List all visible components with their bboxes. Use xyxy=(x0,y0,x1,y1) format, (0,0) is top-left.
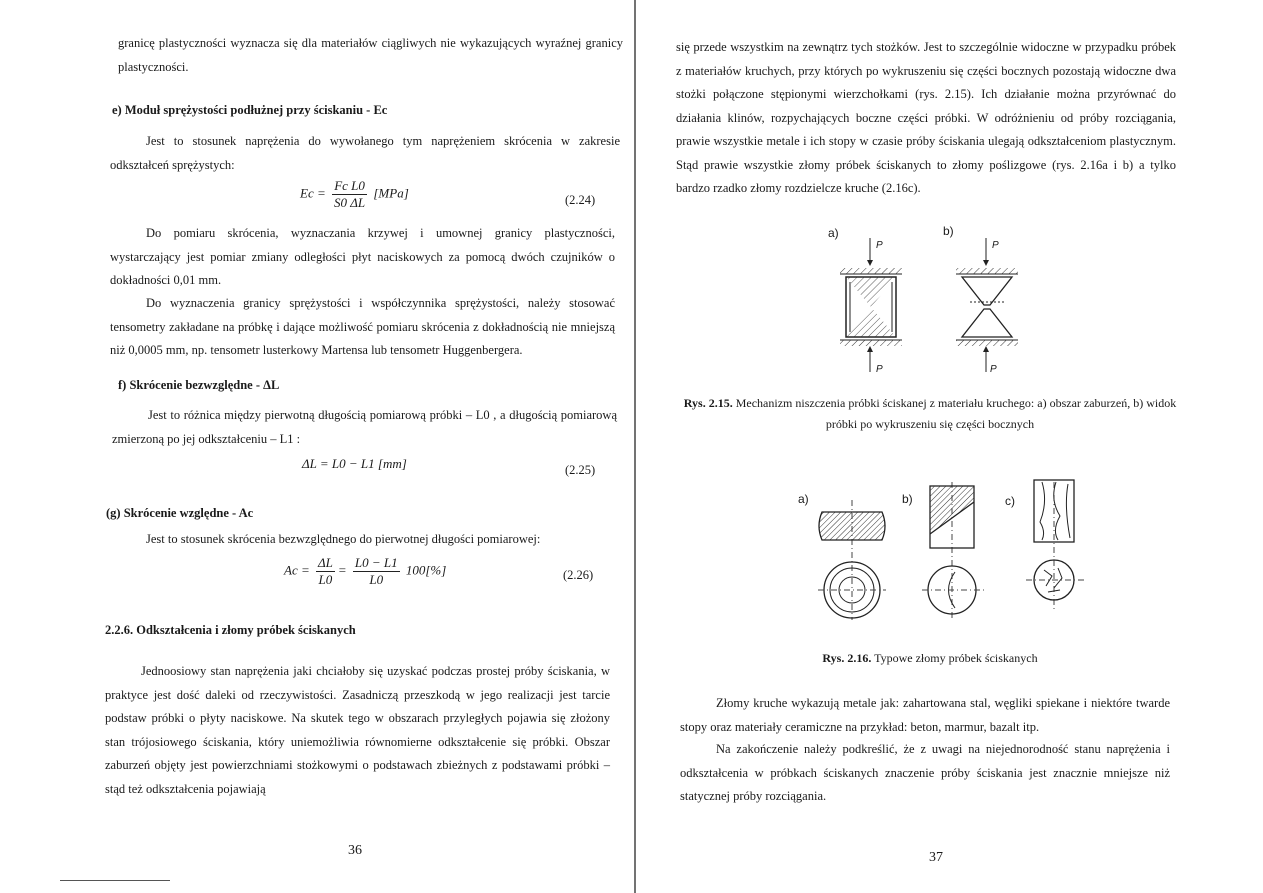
para-tensometr: Do wyznaczenia granicy sprężystości i współczynnika sprężystości, należy stosować tensometry zakładane na próbkę i dające możliwość pomiaru skrócenia z dokładnością nie mniejszą niż 0,0005 mm, np. tensometr lusterkowy Martensa lub tensometr Huggenbergera. xyxy=(110,296,615,357)
eq-226-den2: L0 xyxy=(369,572,384,587)
bottom-rule xyxy=(60,880,170,881)
eq-224-fraction xyxy=(332,178,367,211)
fig215-force-a-top: P xyxy=(876,240,883,251)
para-end: Na zakończenie należy podkreślić, że z uwagi na niejednorodność stanu naprężenia i odkształcenia w próbkach ściskanych znaczenie próby ściskania jest znacznie mniejsze niż statycznej próby rozciągania. xyxy=(680,742,1170,803)
fig215-force-b-bottom: P xyxy=(990,364,997,375)
fig216-label-c: c) xyxy=(1005,494,1015,508)
eq-226-den1: L0 xyxy=(318,572,333,587)
eq-226-num1: ΔL xyxy=(317,555,333,570)
equation-2-24 xyxy=(300,178,409,211)
eq-226-number: (2.26) xyxy=(563,568,594,582)
para-e: Jest to stosunek naprężenia do wywołanego tym naprężeniem skrócenia w zakresie odkształceń sprężystych: xyxy=(110,134,620,172)
caption-2-15 xyxy=(680,393,1180,435)
figure-2-15 xyxy=(820,222,1050,382)
eq-224-den: S0 ΔL xyxy=(333,195,366,210)
fig216-label-a: a) xyxy=(798,492,809,506)
fig216-label-b: b) xyxy=(902,492,913,506)
heading-g: (g) Skrócenie względne - Ac xyxy=(106,506,254,520)
fig215-force-b-top: P xyxy=(992,240,999,251)
eq-226-num2: L0 − L1 xyxy=(354,555,398,570)
para-g: Jest to stosunek skrócenia bezwzględnego do pierwotnej długości pomiarowej: xyxy=(146,532,541,546)
para-2-2-6: Jednoosiowy stan naprężenia jaki chciałoby się uzyskać podczas prostej próby ściskania, w praktyce jest dość daleki od rzeczywistości. Zasadniczą przeszkodą w jego realizacji jest tarcie podstaw próbki o płyty naciskowe. Na skutek tego w obszarach przyległych pojawia się złożony stan trójosiowego ściskania, który uniemożliwia równomierne odkształcenie się próbki. Obszar zaburzeń objęty jest powierzchniami stożkowymi o podstawach zbieżnych z podstawami próbki – stąd też odkształcenia pojawiają xyxy=(105,664,610,796)
fig215-drawing xyxy=(820,222,1050,382)
equation-2-26: Ac = $\frac{\Delta L}{L0}$ = $\frac{L0 - L1}{L0}$ 100[%] xyxy=(284,555,447,587)
caption-2-16-label: Rys. 2.16. xyxy=(822,651,872,665)
caption-2-15-text: Mechanizm niszczenia próbki ściskanej z materiału kruchego: a) obszar zaburzeń, b) widok próbki po wykruszeniu się części bocznych xyxy=(735,396,1177,431)
eq-226-tail: 100[%] xyxy=(405,562,447,578)
fig216-drawing xyxy=(790,472,1090,632)
eq-226-frac1 xyxy=(316,555,335,588)
heading-e: e) Moduł sprężystości podłużnej przy ściskaniu - Ec xyxy=(112,103,388,117)
eq-225-number: (2.25) xyxy=(565,463,596,477)
page-number-left: 36 xyxy=(348,843,362,858)
caption-2-16-text: Typowe złomy próbek ściskanych xyxy=(874,651,1038,665)
fig215-force-a-bottom: P xyxy=(876,364,883,375)
eq-226-frac2 xyxy=(353,555,400,588)
eq-224-num: Fc L0 xyxy=(332,178,367,195)
eq-226-lhs: Ac = xyxy=(284,562,310,578)
page-number-right: 37 xyxy=(929,850,943,865)
eq-224-unit: [MPa] xyxy=(373,185,409,201)
caption-2-15-label: Rys. 2.15. xyxy=(683,396,733,410)
equation-2-25: ΔL = L0 − L1 [mm] xyxy=(302,456,407,471)
figure-2-16 xyxy=(790,472,1090,632)
eq-224-lhs: Ec = xyxy=(300,185,326,201)
fig215-label-a: a) xyxy=(828,226,839,240)
caption-2-16 xyxy=(680,648,1180,669)
fig215-label-b: b) xyxy=(943,224,954,238)
page-spine xyxy=(634,0,636,893)
para-measure: Do pomiaru skrócenia, wyznaczania krzywej i umownej granicy plastyczności, wystarczający jest pomiar zmiany odległości płyt naciskowych za pomocą dwóch czujników o dokładności 0,01 mm. xyxy=(110,226,615,287)
heading-f: f) Skrócenie bezwzględne - ΔL xyxy=(118,378,280,392)
eq-224-number: (2.24) xyxy=(565,193,596,207)
heading-2-2-6: 2.2.6. Odkształcenia i złomy próbek ściskanych xyxy=(105,623,356,637)
left-para-top: granicę plastyczności wyznacza się dla materiałów ciągliwych nie wykazujących wyraźnej granicy plastyczności. xyxy=(118,36,623,74)
right-para-top: się przede wszystkim na zewnątrz tych stożków. Jest to szczególnie widoczne w przypadku próbek z materiałów kruchych, przy których po wykruszeniu się części bocznych pozostają widoczne dwa stożki połączone stępionymi wierzchołkami (rys. 2.15). Ich działanie można przyrównać do działania klinów, rozpychających boczne części próbki. W odróżnieniu od próby rozciągania, prawie wszystkie metale i ich stopy w czasie próby ściskania ulegają odkształceniom plastycznym. Stąd prawie wszystkie złomy próbek ściskanych to złomy poślizgowe (rys. 2.16a i b) a tylko bardzo rzadko złomy rozdzielcze kruche (2.16c). xyxy=(676,40,1176,195)
right-page xyxy=(640,0,1263,893)
para-f: Jest to różnica między pierwotną długością pomiarową próbki – L0 , a długością pomiarową zmierzoną po jej odkształceniu – L1 : xyxy=(112,408,617,446)
para-zlomy: Złomy kruche wykazują metale jak: zahartowana stal, węgliki spiekane i niektóre twarde stopy oraz materiały ceramiczne na przykład: beton, marmur, bazalt itp. xyxy=(680,696,1170,734)
